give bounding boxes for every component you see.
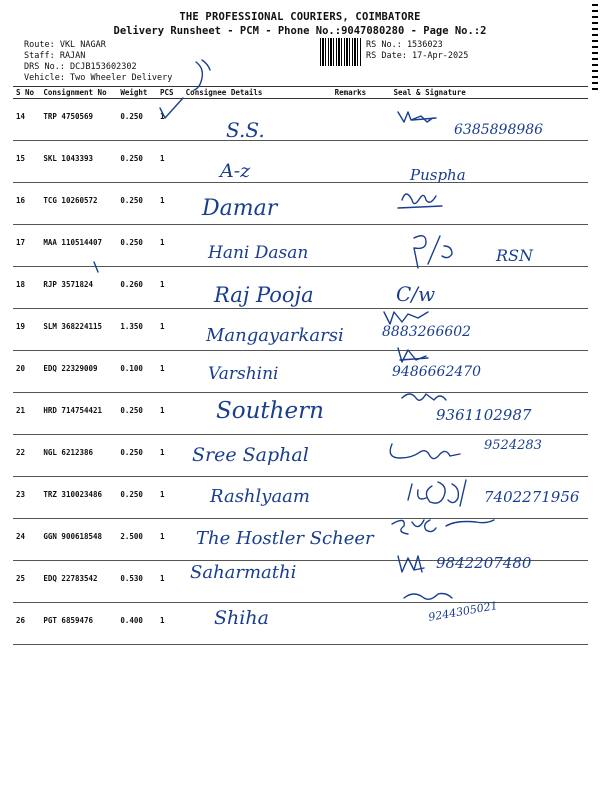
cell-consignment: EDQ 22329009 [40,351,117,393]
cell-consignment: PGT 6859476 [40,603,117,645]
cell-consignment: RJP 3571824 [40,267,117,309]
handwritten-consignee-17: Hani Dasan [208,243,309,263]
cell-sno: 24 [13,519,40,561]
handwritten-consignee-14: S.S. [226,118,265,142]
cell-pcs: 1 [157,183,183,225]
handwritten-consignee-21: Southern [216,398,324,424]
handwritten-phone-22: 9524283 [484,438,542,453]
cell-weight: 0.400 [117,603,157,645]
signature-16 [398,194,442,208]
cell-sno: 26 [13,603,40,645]
cell-pcs: 1 [157,99,183,141]
handwritten-phone-25: 9842207480 [436,554,532,572]
col-header-remarks: Remarks [332,87,391,99]
cell-weight: 0.260 [117,267,157,309]
handwritten-consignee-18: Raj Pooja [214,283,314,307]
handwritten-consignee-22: Sree Saphal [192,444,309,466]
cell-weight: 0.250 [117,393,157,435]
cell-consignment: HRD 714754421 [40,393,117,435]
handwritten-consignee-24: The Hostler Scheer [196,528,374,549]
handwritten-consignee-19: Mangayarkarsi [206,325,344,346]
cell-consignment: GGN 900618548 [40,519,117,561]
cell-sno: 17 [13,225,40,267]
cell-consignment: TRP 4750569 [40,99,117,141]
cell-sno: 15 [13,141,40,183]
signature-14 [398,112,436,122]
scribble-row-18 [94,262,98,272]
col-header-consignee: Consignee Details [183,87,332,99]
rs-no-label: RS No.: 1536023 [366,40,443,50]
signature-25 [398,556,424,572]
col-header-signature: Seal & Signature [390,87,588,99]
handwritten-phone-14: 6385898986 [454,122,544,138]
cell-consignment: EDQ 22783542 [40,561,117,603]
cell-consignment: SKL 1043393 [40,141,117,183]
cell-sno: 25 [13,561,40,603]
col-header-consignment: Consignment No [40,87,117,99]
vehicle-label: Vehicle: Two Wheeler Delivery [24,73,173,83]
cell-sno: 16 [13,183,40,225]
scribble-route [194,60,210,90]
company-title: THE PROFESSIONAL COURIERS, COIMBATORE [179,11,421,23]
handwritten-phone-23: 7402271956 [484,488,580,506]
signature-21 [402,394,446,400]
cell-sno: 18 [13,267,40,309]
cell-sno: 21 [13,393,40,435]
cell-weight: 0.250 [117,183,157,225]
cell-consignment: NGL 6212386 [40,435,117,477]
cell-consignment: TRZ 310023486 [40,477,117,519]
signature-19 [384,312,428,324]
signature-17 [414,236,452,268]
signature-23 [408,480,466,506]
cell-sno: 20 [13,351,40,393]
cell-weight: 2.500 [117,519,157,561]
handwritten-consignee-26: Shiha [214,607,269,629]
cell-pcs: 1 [157,561,183,603]
handwritten-phone-19: 8883266602 [382,324,472,340]
cell-pcs: 1 [157,309,183,351]
runsheet-title: Delivery Runsheet - PCM - Phone No.:9047080280 - Page No.:2 [113,25,487,37]
cell-sno: 23 [13,477,40,519]
route-label: Route: VKL NAGAR [24,40,106,50]
handwritten-consignee-20: Varshini [208,364,279,384]
cell-consignment: TCG 10260572 [40,183,117,225]
handwritten-phone-26: 9244305021 [427,599,499,624]
cell-pcs: 1 [157,141,183,183]
cell-sno: 19 [13,309,40,351]
cell-pcs: 1 [157,519,183,561]
cell-weight: 0.100 [117,351,157,393]
signature-24 [392,520,494,534]
handwritten-note-16: Puspha [410,166,466,184]
handwritten-consignee-23: Rashlyaam [210,486,310,507]
cell-pcs: 1 [157,267,183,309]
cell-weight: 0.250 [117,141,157,183]
cell-weight: 0.250 [117,477,157,519]
cell-consignment: MAA 110514407 [40,225,117,267]
col-header-sno: S No [13,87,40,99]
cell-weight: 0.250 [117,99,157,141]
handwritten-consignee-15: A-z [220,160,251,182]
cell-consignment: SLM 368224115 [40,309,117,351]
handwritten-note-18: C/w [396,282,436,306]
handwritten-phone-21: 9361102987 [436,406,532,424]
cell-pcs: 1 [157,351,183,393]
cell-sno: 22 [13,435,40,477]
drs-label: DRS No.: DCJB153602302 [24,62,137,72]
signature-26 [404,594,452,600]
cell-pcs: 1 [157,477,183,519]
cell-pcs: 1 [157,393,183,435]
handwritten-consignee-16: Damar [202,196,278,221]
col-header-pcs: PCS [157,87,183,99]
handwritten-consignee-25: Saharmathi [190,562,297,583]
cell-pcs: 1 [157,435,183,477]
cell-pcs: 1 [157,225,183,267]
cell-pcs: 1 [157,603,183,645]
checkmark-14 [160,98,183,118]
handwritten-phone-20: 9486662470 [392,364,482,380]
col-header-weight: Weight [117,87,157,99]
rs-date-label: RS Date: 17-Apr-2025 [366,51,469,61]
handwritten-note-17: RSN [496,246,534,265]
cell-weight: 0.250 [117,435,157,477]
cell-sno: 14 [13,99,40,141]
cell-weight: 1.350 [117,309,157,351]
cell-weight: 0.250 [117,225,157,267]
cell-weight: 0.530 [117,561,157,603]
signature-22 [390,444,460,459]
signature-20 [398,348,428,362]
staff-label: Staff: RAJAN [24,51,86,61]
